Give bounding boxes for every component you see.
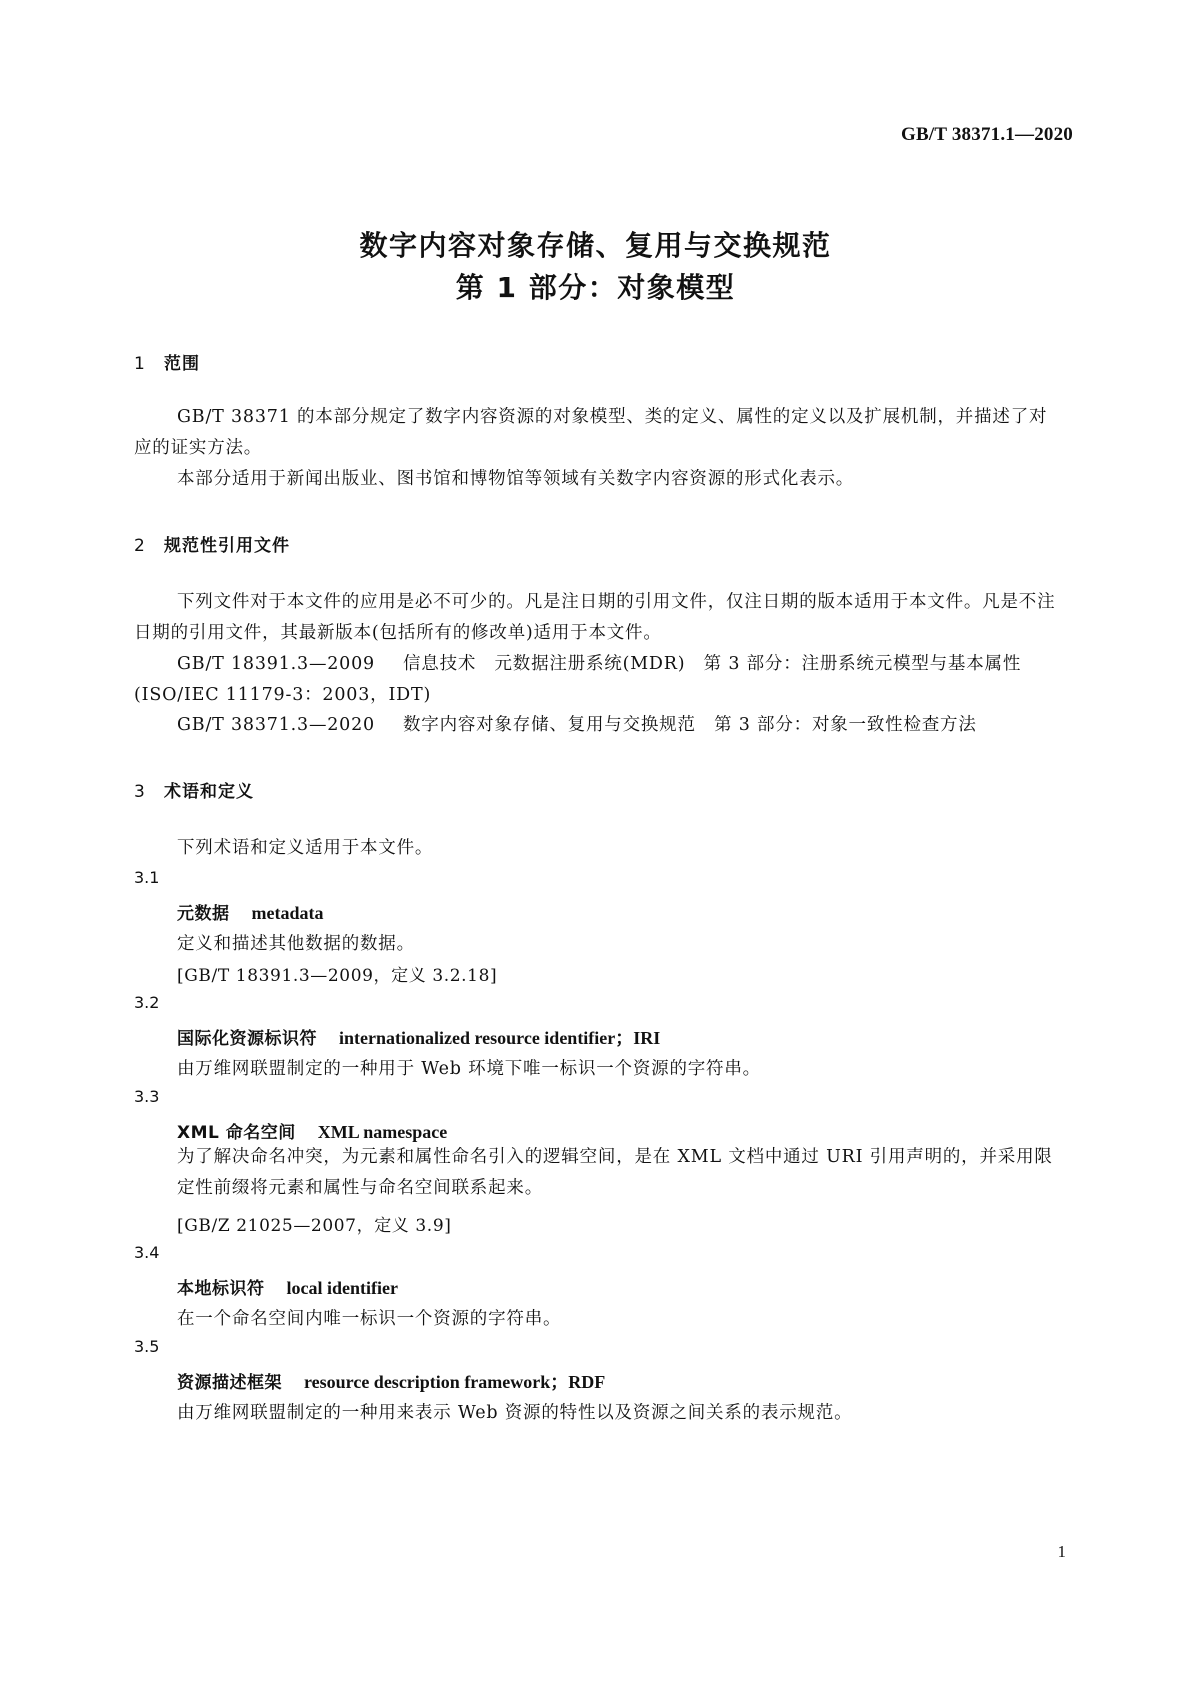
document-title bbox=[0, 225, 1191, 309]
page-number: 1 bbox=[1057, 1542, 1066, 1561]
term-definition: 定义和描述其他数据的数据。 bbox=[177, 934, 415, 954]
term-zh: 资源描述框架 bbox=[177, 1373, 282, 1393]
title-line-1: 数字内容对象存储、复用与交换规范 bbox=[359, 229, 832, 262]
term-source: [GB/T 18391.3—2009，定义 3.2.18] bbox=[177, 966, 498, 986]
section-number: 3 bbox=[134, 782, 146, 802]
term-zh: 本地标识符 bbox=[177, 1279, 265, 1299]
term-en: metadata bbox=[251, 903, 324, 923]
term-heading bbox=[177, 1118, 447, 1143]
reference-code: GB/T 38371.3—2020 bbox=[177, 715, 375, 735]
term-number: 3.1 bbox=[134, 868, 160, 887]
section-title: 术语和定义 bbox=[164, 782, 254, 802]
term-source: [GB/Z 21025—2007，定义 3.9] bbox=[177, 1216, 452, 1236]
reference-1 bbox=[134, 649, 1064, 711]
term-heading bbox=[177, 1274, 398, 1299]
term-en: local identifier bbox=[286, 1278, 398, 1298]
title-line-2: 第 1 部分：对象模型 bbox=[455, 271, 736, 304]
term-zh: 国际化资源标识符 bbox=[177, 1029, 317, 1049]
standard-code: GB/T 38371.1—2020 bbox=[901, 124, 1073, 145]
term-definition: 为了解决命名冲突，为元素和属性命名引入的逻辑空间，是在 XML 文档中通过 URI 引用声明的，并采用限定性前缀将元素和属性与命名空间联系起来。 bbox=[177, 1147, 1053, 1198]
reference-title: 数字内容对象存储、复用与交换规范 第 3 部分：对象一致性检查方法 bbox=[402, 715, 977, 735]
term-heading bbox=[177, 1024, 660, 1050]
term-number: 3.2 bbox=[134, 993, 160, 1012]
reference-code: GB/T 18391.3—2009 bbox=[177, 654, 375, 674]
term-definition: 在一个命名空间内唯一标识一个资源的字符串。 bbox=[177, 1309, 562, 1329]
scope-paragraph-1: GB/T 38371 的本部分规定了数字内容资源的对象模型、类的定义、属性的定义以及扩展机制，并描述了对应的证实方法。 bbox=[134, 407, 1048, 458]
scope-paragraph-2: 本部分适用于新闻出版业、图书馆和博物馆等领域有关数字内容资源的形式化表示。 bbox=[177, 469, 855, 489]
term-heading bbox=[177, 899, 323, 924]
term-zh: 元数据 bbox=[177, 904, 230, 924]
term-number: 3.4 bbox=[134, 1243, 160, 1262]
section-number: 2 bbox=[134, 536, 146, 556]
reference-2 bbox=[177, 711, 977, 736]
term-number: 3.3 bbox=[134, 1087, 160, 1106]
terms-intro: 下列术语和定义适用于本文件。 bbox=[177, 838, 434, 858]
term-number: 3.5 bbox=[134, 1337, 160, 1356]
section-title: 规范性引用文件 bbox=[164, 536, 290, 556]
section-2-heading bbox=[134, 531, 290, 556]
term-heading bbox=[177, 1368, 605, 1394]
term-definition: 由万维网联盟制定的一种用来表示 Web 资源的特性以及资源之间关系的表示规范。 bbox=[177, 1403, 853, 1423]
normative-references-intro: 下列文件对于本文件的应用是必不可少的。凡是注日期的引用文件，仅注日期的版本适用于本文件。凡是不注日期的引用文件，其最新版本(包括所有的修改单)适用于本文件。 bbox=[134, 592, 1056, 643]
term-definition: 由万维网联盟制定的一种用于 Web 环境下唯一标识一个资源的字符串。 bbox=[177, 1059, 761, 1079]
reference-title: 信息技术 元数据注册系统(MDR) 第 3 部分：注册系统元模型与基本属性(ISO/IEC 11179-3：2003，IDT) bbox=[134, 654, 1022, 705]
section-title: 范围 bbox=[164, 354, 200, 374]
term-en: resource description framework；RDF bbox=[304, 1372, 606, 1392]
section-3-heading bbox=[134, 777, 254, 802]
section-1-heading bbox=[134, 349, 200, 374]
term-en: XML namespace bbox=[317, 1122, 448, 1142]
term-en: internationalized resource identifier；IRI bbox=[339, 1028, 661, 1048]
term-zh: XML 命名空间 bbox=[177, 1123, 296, 1143]
section-number: 1 bbox=[134, 354, 146, 374]
